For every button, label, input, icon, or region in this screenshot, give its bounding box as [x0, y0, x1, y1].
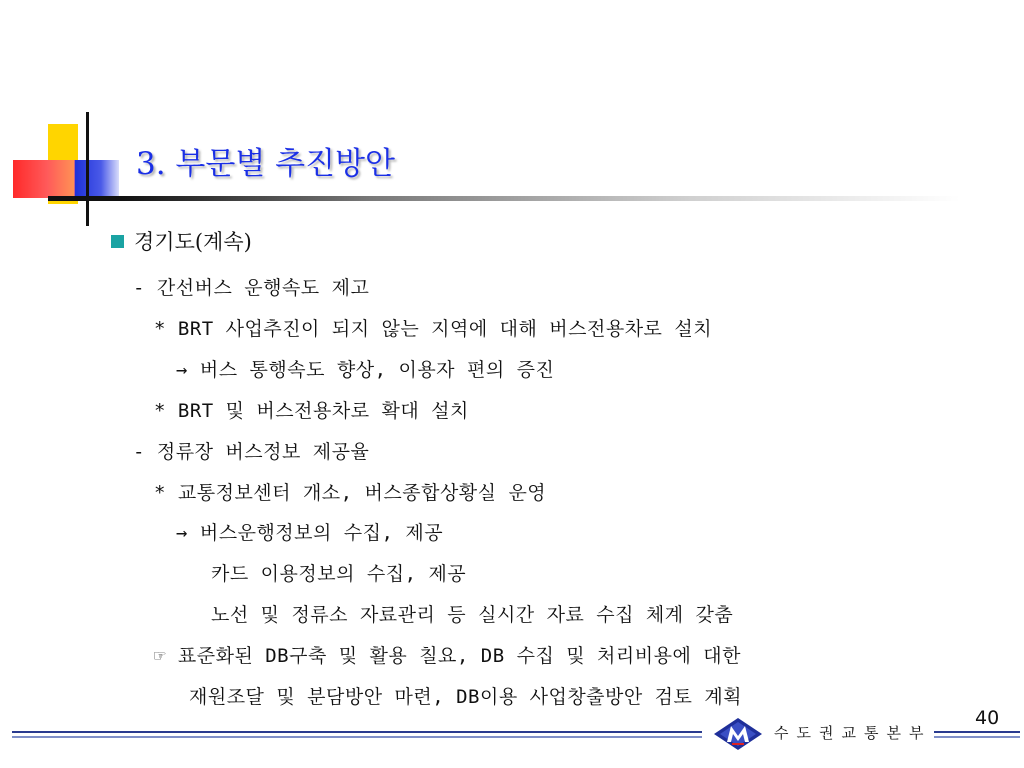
body-line: ☞ 표준화된 DB구축 및 활용 칠요, DB 수집 및 처리비용에 대한 — [154, 645, 741, 667]
body-line: * 교통정보센터 개소, 버스종합상황실 운영 — [154, 482, 547, 504]
body-line: → 버스 통행속도 향상, 이용자 편의 증진 — [176, 359, 555, 381]
body-line: 카드 이용정보의 수집, 제공 — [211, 563, 467, 585]
body-line: → 버스운행정보의 수집, 제공 — [176, 522, 444, 544]
body-line: 재원조달 및 분담방안 마련, DB이용 사업창출방안 검토 계획 — [189, 686, 743, 708]
title-underline-rule — [48, 196, 960, 201]
body-line: 노선 및 정류소 자료관리 등 실시간 자료 수집 체계 갖춤 — [211, 604, 734, 626]
body-line: * BRT 및 버스전용차로 확대 설치 — [154, 400, 469, 422]
footer-rule-right — [934, 730, 1020, 740]
decorative-red-block — [13, 160, 75, 198]
body-line: * BRT 사업추진이 되지 않는 지역에 대해 버스전용차로 설치 — [154, 318, 713, 340]
body-line: - 정류장 버스정보 제공율 — [133, 441, 370, 463]
page-number: 40 — [975, 707, 1000, 729]
square-bullet-icon — [111, 235, 124, 248]
slide-title: 3. 부문별 추진방안 — [136, 146, 395, 182]
footer-rule-left — [12, 730, 702, 740]
body-line: - 간선버스 운행속도 제고 — [133, 277, 370, 299]
decorative-blue-block — [74, 160, 119, 200]
section-heading: 경기도(계속) — [134, 230, 252, 254]
decorative-vertical-rule — [86, 112, 89, 226]
m-logo-icon — [710, 714, 766, 754]
footer-organization-name: 수도권교통본부 — [774, 724, 932, 742]
